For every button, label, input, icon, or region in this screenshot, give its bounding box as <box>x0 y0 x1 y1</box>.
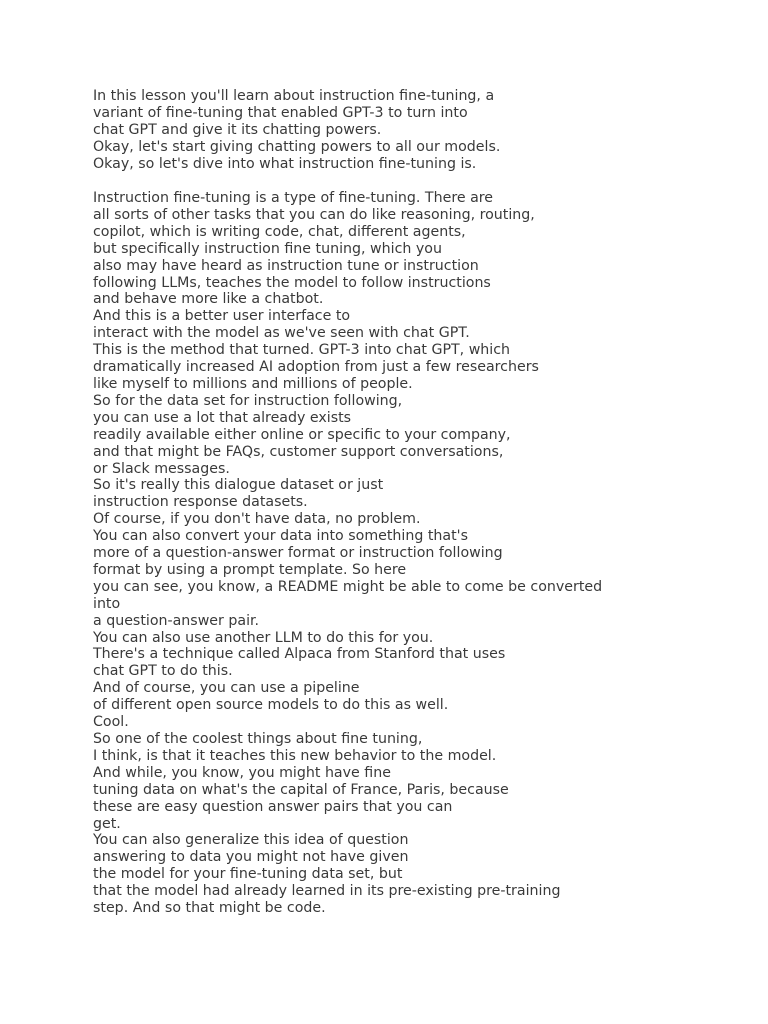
text-line: Instruction fine-tuning is a type of fine-tuning. There are <box>93 190 494 206</box>
text-line: answering to data you might not have given <box>93 849 409 866</box>
text-line: like myself to millions and millions of people. <box>93 375 413 392</box>
text-line: And this is a better user interface to <box>93 308 351 325</box>
text-line: tuning data on what's the capital of France, Paris, because <box>93 781 509 798</box>
text-line: dramatically increased AI adoption from just a few researchers <box>93 359 539 376</box>
text-line: variant of fine-tuning that enabled GPT-3 to turn into <box>93 104 468 121</box>
text-line: chat GPT to do this. <box>93 663 233 680</box>
text-line: Cool. <box>93 714 129 731</box>
text-line: the model for your fine-tuning data set, but <box>93 866 403 883</box>
paragraph-body <box>93 190 693 917</box>
text-line: I think, is that it teaches this new behavior to the model. <box>93 747 497 764</box>
text-line: following LLMs, teaches the model to follow instructions <box>93 274 491 291</box>
text-line: and behave more like a chatbot. <box>93 291 324 308</box>
text-line: format by using a prompt template. So here <box>93 561 407 578</box>
text-line: You can also convert your data into something that's <box>93 528 468 545</box>
text-line: you can see, you know, a README might be able to come be converted <box>93 578 603 595</box>
text-line: Of course, if you don't have data, no problem. <box>93 511 421 528</box>
text-line: So for the data set for instruction following, <box>93 392 403 409</box>
text-line: You can also use another LLM to do this for you. <box>93 629 434 646</box>
text-line: also may have heard as instruction tune or instruction <box>93 257 479 274</box>
text-line: This is the method that turned. GPT-3 into chat GPT, which <box>93 342 511 359</box>
text-line: step. And so that might be code. <box>93 900 326 917</box>
text-line: copilot, which is writing code, chat, different agents, <box>93 223 466 240</box>
text-line: readily available either online or specific to your company, <box>93 426 511 443</box>
text-line: of different open source models to do this as well. <box>93 697 449 714</box>
text-line: and that might be FAQs, customer support conversations, <box>93 443 504 460</box>
text-line: Okay, let's start giving chatting powers to all our models. <box>93 138 501 155</box>
text-line: these are easy question answer pairs that you can <box>93 798 453 815</box>
text-line: but specifically instruction fine tuning, which you <box>93 240 442 257</box>
text-line: And while, you know, you might have fine <box>93 764 391 781</box>
text-line: In this lesson you'll learn about instruction fine-tuning, a <box>93 88 495 104</box>
text-line: instruction response datasets. <box>93 494 308 511</box>
text-line: There's a technique called Alpaca from Stanford that uses <box>93 646 506 663</box>
text-line: you can use a lot that already exists <box>93 409 352 426</box>
text-line: chat GPT and give it its chatting powers. <box>93 121 382 138</box>
text-line: So one of the coolest things about fine tuning, <box>93 731 423 747</box>
text-line: interact with the model as we've seen with chat GPT. <box>93 325 470 342</box>
text-line: or Slack messages. <box>93 460 230 477</box>
text-line: You can also generalize this idea of question <box>93 832 409 849</box>
text-line: that the model had already learned in its pre-existing pre-training <box>93 883 561 900</box>
text-line: And of course, you can use a pipeline <box>93 680 360 697</box>
text-line: into <box>93 595 121 612</box>
text-line: more of a question-answer format or instruction following <box>93 545 503 562</box>
text-line: get. <box>93 815 121 832</box>
paragraph-intro <box>93 88 693 173</box>
text-line: So it's really this dialogue dataset or just <box>93 477 384 494</box>
text-line: a question-answer pair. <box>93 612 260 629</box>
text-line: Okay, so let's dive into what instruction fine-tuning is. <box>93 155 477 172</box>
text-line: all sorts of other tasks that you can do like reasoning, routing, <box>93 206 535 223</box>
